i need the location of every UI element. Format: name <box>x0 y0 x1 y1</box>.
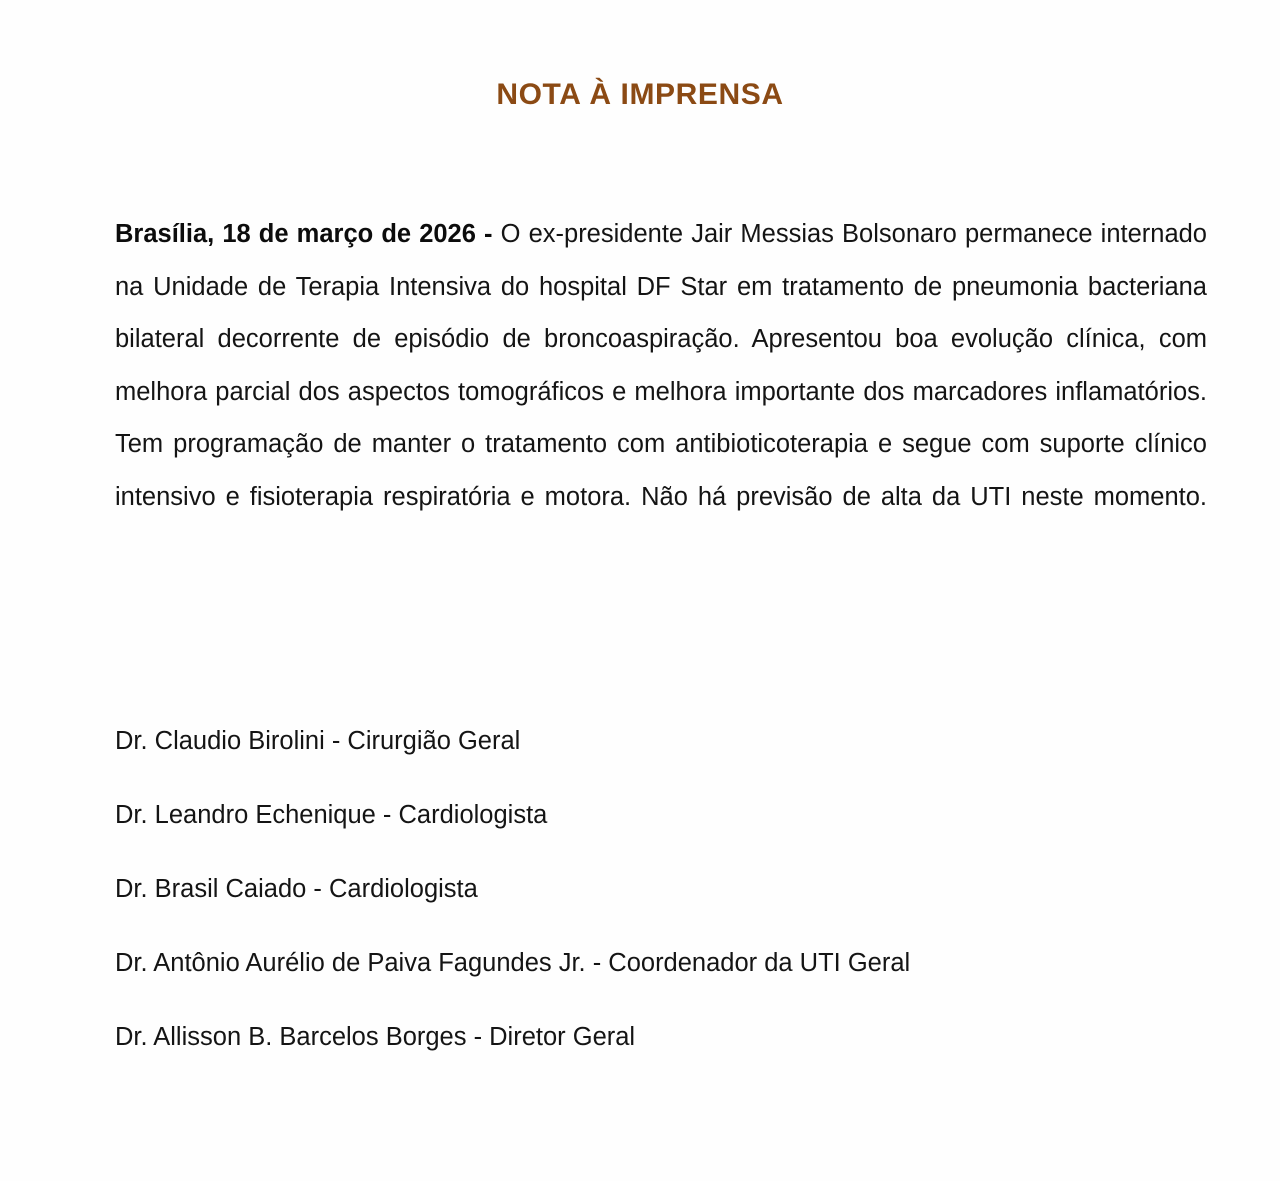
signatory-list <box>115 726 1207 1052</box>
press-release-body <box>115 208 1207 576</box>
signatory-item: Dr. Claudio Birolini - Cirurgião Geral <box>115 727 521 755</box>
signatory-item: Dr. Antônio Aurélio de Paiva Fagundes Jr. - Coordenador da UTI Geral <box>115 949 911 977</box>
signatory-item: Dr. Brasil Caiado - Cardiologista <box>115 875 478 903</box>
dateline: Brasília, 18 de março de 2026 - <box>115 220 501 248</box>
release-paragraph <box>115 208 1207 576</box>
hospital-logo-fragment-icon <box>72 0 138 12</box>
logo-swoosh-shape <box>72 0 138 12</box>
page-title: NOTA À IMPRENSA <box>496 78 784 112</box>
signatory-item: Dr. Leandro Echenique - Cardiologista <box>115 801 548 829</box>
release-body-text: O ex-presidente Jair Messias Bolsonaro permanece internado na Unidade de Terapia Intensiva do hospital DF Star em tratamento de pneumonia bacteriana bilateral decorrente de episódio de broncoaspiração. Apresentou boa evolução clínica, com melhora parcial dos aspectos tomográficos e melhora importante dos marcadores inflamatórios. Tem programação de manter o tratamento com antibioticoterapia e segue com suporte clínico intensivo e fisioterapia respiratória e motora. Não há previsão de alta da UTI neste momento. <box>115 220 1207 511</box>
logo-swoosh-mask <box>72 0 138 12</box>
signatory-item: Dr. Allisson B. Barcelos Borges - Diretor Geral <box>115 1023 636 1051</box>
